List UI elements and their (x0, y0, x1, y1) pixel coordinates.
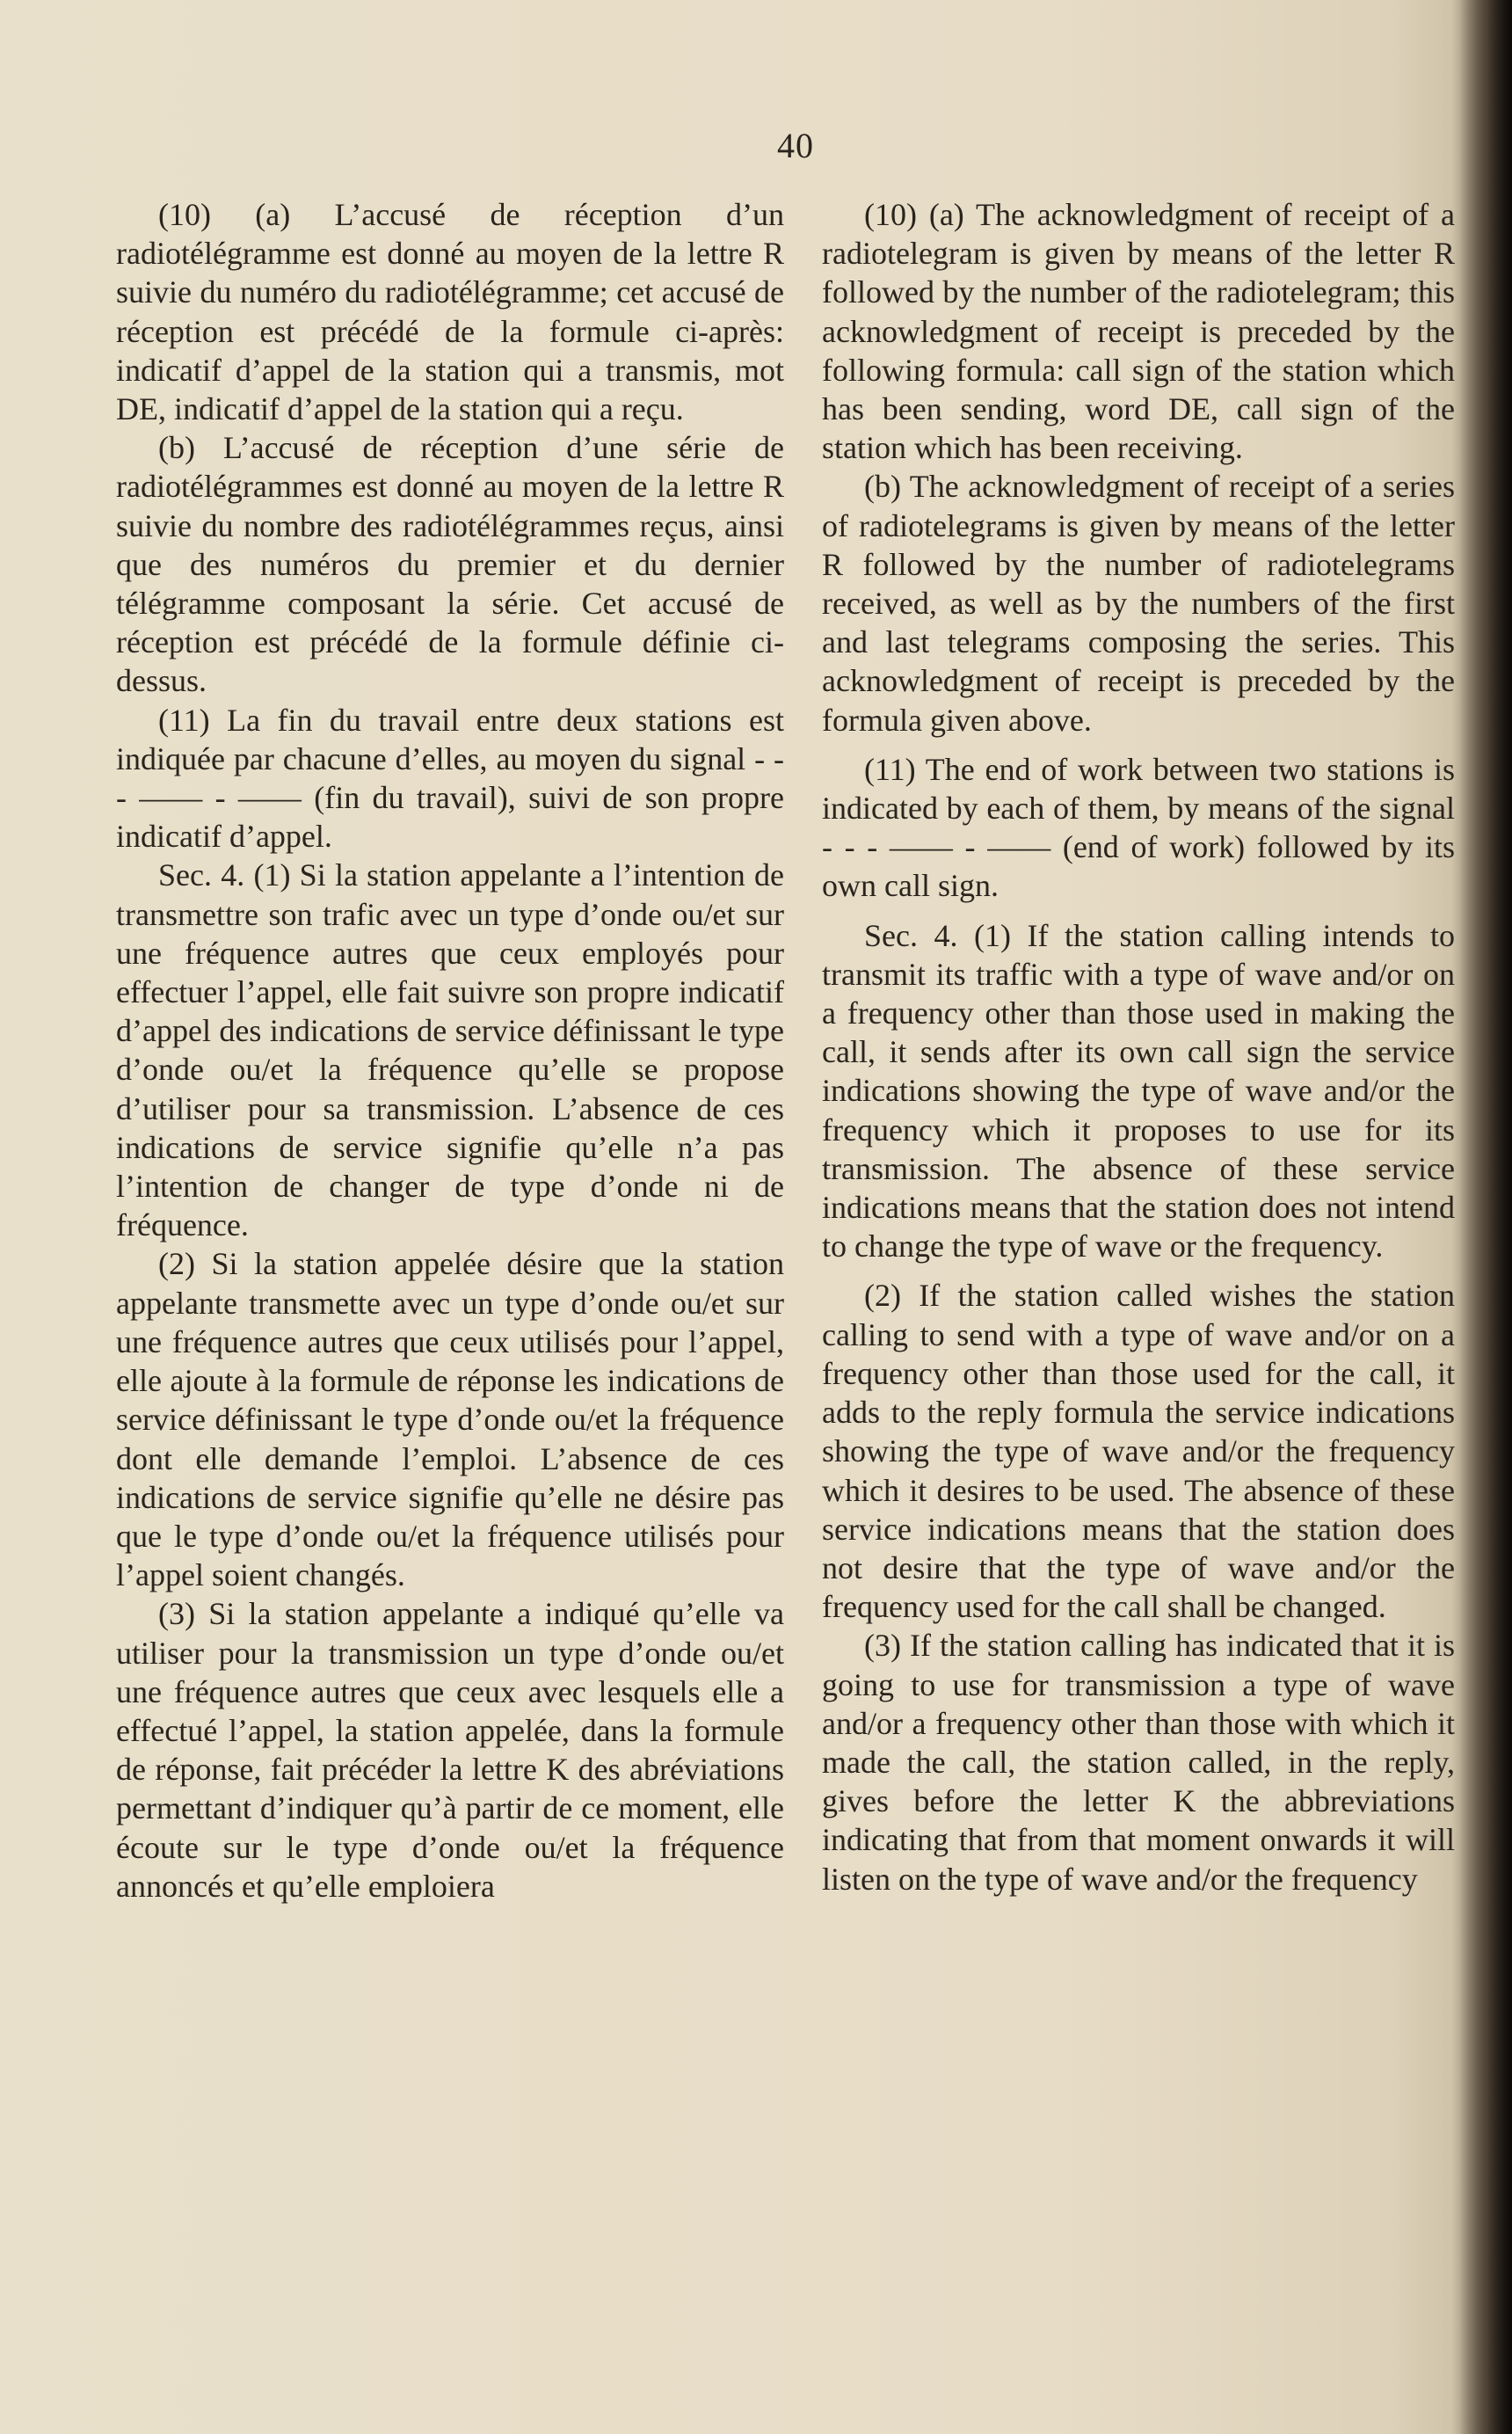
page-number: 40 (777, 126, 814, 165)
en-paragraph-sec4-1: Sec. 4. (1) If the station calling intends to transmit its traffic with a type of wave and/or on a frequency other than those used in making the call, it sends after its own call sign the service indications showing the type of wave and/or the frequency which it proposes to use for its transmission. The absence of these service indications means that the station does not intend to change the type of wave or the frequency. (822, 917, 1455, 1264)
en-paragraph-11: (11) The end of work between two stations is indicated by each of them, by means of the signal - - - —— - —— (end of work) followed by its own call sign. (822, 751, 1455, 904)
fr-paragraph-10b: (b) L’accusé de réception d’une série de radiotélégrammes est donné au moyen de la lettre R suivie du nombre des radiotélégrammes reçus, ainsi que des numéros du premier et du dernier télégramme composant la série. Cet accusé de réception est précédé de la formule définie ci-dessus. (116, 430, 784, 699)
fr-paragraph-sec4-3: (3) Si la station appelante a indiqué qu’elle va utiliser pour la transmission un type d’onde ou/et une fréquence autres que ceux avec lesquels elle a effectué l’appel, la station appelée, dans la formule de réponse, fait précéder la lettre K des abréviations permettant d’indiquer qu’à partir de ce moment, elle écoute sur le type d’onde ou/et la fréquence annoncés et qu’elle emploiera (116, 1596, 784, 1904)
fr-paragraph-11: (11) La fin du travail entre deux stations est indiquée par chacune d’elles, au moyen du signal - - - —— - —— (fin du travail), suivi de son propre indicatif d’appel. (116, 702, 784, 855)
en-paragraph-10b: (b) The acknowledgment of receipt of a series of radiotelegrams is given by means of the letter R followed by the number of radiotelegrams received, as well as by the numbers of the first and last telegrams composing the series. This acknowledgment of receipt is preceded by the formula given above. (822, 469, 1455, 738)
en-paragraph-10a: (10) (a) The acknowledgment of receipt of a radiotelegram is given by means of the letter R followed by the number of the radiotelegram; this acknowledgment of receipt is preceded by the following formula: call sign of the station which has been sending, word DE, call sign of the station which has been receiving. (822, 197, 1455, 466)
fr-paragraph-sec4-1: Sec. 4. (1) Si la station appelante a l’intention de transmettre son trafic avec un type d’onde ou/et sur une fréquence autres que ceux employés pour effectuer l’appel, elle fait suivre son propre indicatif d’appel des indications de service définissant le type d’onde ou/et la fréquence qu’elle se propose d’utiliser pour sa transmission. L’absence de ces indications de service signifie qu’elle n’a pas l’intention de changer de type d’onde ni de fréquence. (116, 857, 784, 1243)
fr-paragraph-10a: (10) (a) L’accusé de réception d’un radiotélégramme est donné au moyen de la lettre R suivie du numéro du radiotélégramme; cet accusé de réception est précédé de la formule ci-après: indicatif d’appel de la station qui a transmis, mot DE, indicatif d’appel de la station qui a reçu. (116, 197, 784, 427)
en-paragraph-sec4-3: (3) If the station calling has indicated that it is going to use for transmission a type of wave and/or a frequency other than those with which it made the call, the station called, in the reply, gives before the letter K the abbreviations indicating that from that moment onwards it will listen on the type of wave and/or the frequency (822, 1628, 1455, 1897)
fr-paragraph-sec4-2: (2) Si la station appelée désire que la station appelante transmette avec un type d’onde ou/et sur une fréquence autres que ceux utilisés pour l’appel, elle ajoute à la formule de réponse les indications de service définissant le type d’onde ou/et la fréquence dont elle demande l’emploi. L’absence de ces indications de service signifie qu’elle ne désire pas que le type d’onde ou/et la fréquence utilisés pour l’appel soient changés. (116, 1246, 784, 1593)
english-column (822, 195, 1455, 1898)
french-column (116, 195, 784, 1906)
binding-shadow (1459, 0, 1512, 2434)
en-paragraph-sec4-2: (2) If the station called wishes the station calling to send with a type of wave and/or on a frequency other than those used for the call, it adds to the reply formula the service indications showing the type of wave and/or the frequency which it desires to be used. The absence of these service indications means that the station does not desire that the type of wave and/or the frequency used for the call shall be changed. (822, 1278, 1455, 1625)
